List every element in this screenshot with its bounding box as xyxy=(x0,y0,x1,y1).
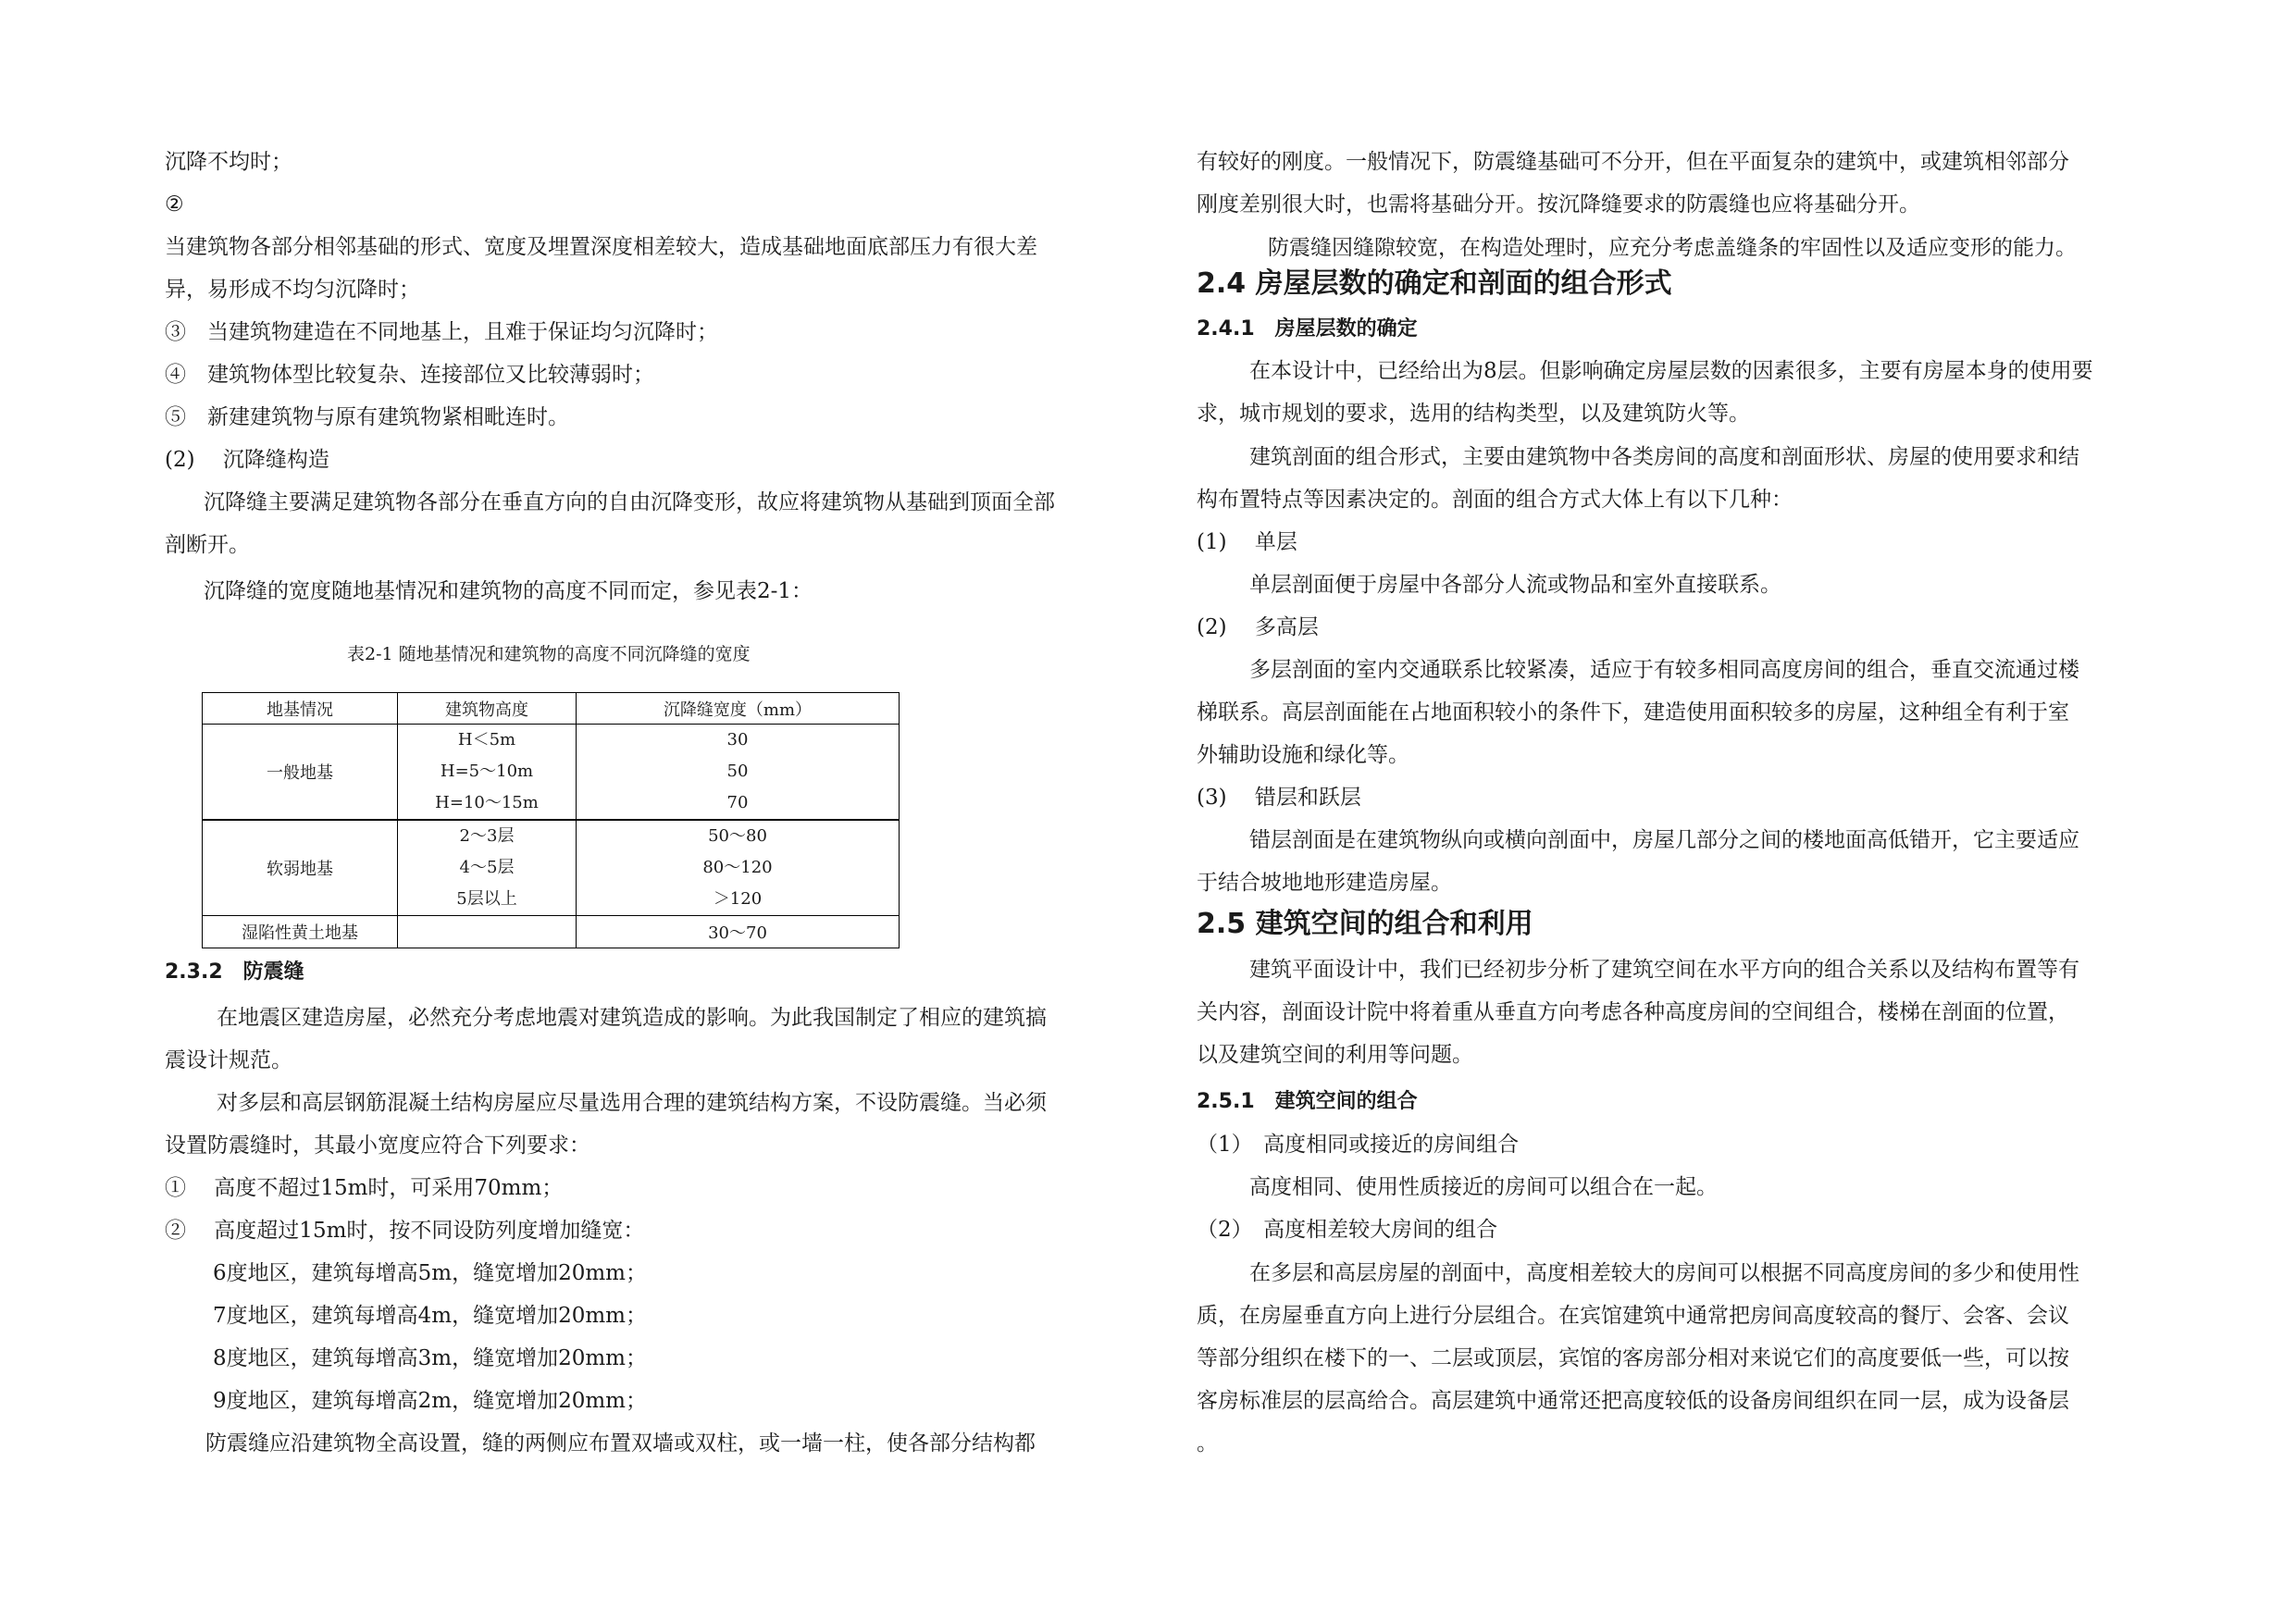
paragraph-line: 当建筑物各部分相邻基础的形式、宽度及埋置深度相差较大，造成基础地面底部压力有很大差 xyxy=(165,235,1037,259)
paragraph-line: 对多层和高层钢筋混凝土结构房屋应尽量选用合理的建筑结构方案，不设防震缝。当必须 xyxy=(217,1091,1047,1115)
subsection-heading: 2.5.1 建筑空间的组合 xyxy=(1197,1090,1418,1113)
paragraph-line: 外辅助设施和绿化等。 xyxy=(1197,743,1409,767)
paragraph-line: 关内容，剖面设计院中将着重从垂直方向考虑各种高度房间的空间组合，楼梯在剖面的位置， xyxy=(1197,1000,2069,1024)
table-caption: 表2-1 随地基情况和建筑物的高度不同沉降缝的宽度 xyxy=(347,644,751,664)
list-item: （1） 高度相同或接近的房间组合 xyxy=(1197,1133,1520,1157)
list-item: 7度地区，建筑每增高4m，缝宽增加20mm； xyxy=(213,1304,647,1328)
list-item: ① 高度不超过15m时，可采用70mm； xyxy=(165,1176,564,1200)
subsection-heading: 2.4.1 房屋层数的确定 xyxy=(1197,317,1418,341)
paragraph-line: 高度相同、使用性质接近的房间可以组合在一起。 xyxy=(1249,1175,1718,1199)
table-header-cell: 建筑物高度 xyxy=(398,693,577,725)
table-cell-value: H=5～10m xyxy=(440,762,534,781)
table-cell-value: H＜5m xyxy=(457,730,516,750)
paragraph-line: 多层剖面的室内交通联系比较紧凑，适应于有较多相同高度房间的组合，垂直交流通过楼 xyxy=(1249,658,2079,682)
section-heading: 2.4 房屋层数的确定和剖面的组合形式 xyxy=(1197,267,1672,300)
list-item: (3) 错层和跃层 xyxy=(1197,786,1361,810)
table-cell-value: 80～120 xyxy=(702,858,773,877)
paragraph-line: 防震缝因缝隙较宽，在构造处理时，应充分考虑盖缝条的牢固性以及适应变形的能力。 xyxy=(1268,236,2077,260)
table-row xyxy=(203,916,900,948)
paragraph-line: 梯联系。高层剖面能在占地面积较小的条件下，建造使用面积较多的房屋，这种组全有利于室 xyxy=(1197,700,2069,725)
table-cell-base: 一般地基 xyxy=(203,725,398,821)
table-cell-widths: 30～70 xyxy=(577,916,900,948)
table-cell-value: H=10～15m xyxy=(435,793,539,812)
paragraph-line: 质，在房屋垂直方向上进行分层组合。在宾馆建筑中通常把房间高度较高的餐厅、会客、会议 xyxy=(1197,1304,2069,1328)
paragraph-line: 于结合坡地地形建造房屋。 xyxy=(1197,871,1452,895)
list-item: ③ 当建筑物建造在不同地基上，且难于保证均匀沉降时； xyxy=(165,320,718,344)
table-cell-value: ＞120 xyxy=(713,889,763,909)
table-cell-widths xyxy=(577,725,900,821)
table-cell-value: 30 xyxy=(726,730,749,750)
table-cell-value: 50～80 xyxy=(708,826,767,846)
table-cell-value: 50 xyxy=(726,762,749,781)
table-cell-widths xyxy=(577,820,900,916)
paragraph-line: 以及建筑空间的利用等问题。 xyxy=(1197,1043,1473,1067)
paragraph-line: 建筑平面设计中，我们已经初步分析了建筑空间在水平方向的组合关系以及结构布置等有 xyxy=(1249,958,2079,982)
table-cell-value: 2～3层 xyxy=(459,826,515,846)
table-cell-heights xyxy=(398,725,577,821)
paragraph-line: 客房标准层的层高给合。高层建筑中通常还把高度较低的设备房间组织在同一层，成为设备层 xyxy=(1197,1389,2069,1413)
paragraph-line: 在地震区建造房屋，必然充分考虑地震对建筑造成的影响。为此我国制定了相应的建筑搞 xyxy=(217,1006,1047,1030)
section-heading: 2.3.2 防震缝 xyxy=(165,960,304,984)
table-header-cell: 沉降缝宽度（mm） xyxy=(577,693,900,725)
paragraph-line: 沉降不均时； xyxy=(165,150,292,174)
list-item: 6度地区，建筑每增高5m，缝宽增加20mm； xyxy=(213,1261,647,1285)
paragraph-line: 构布置特点等因素决定的。剖面的组合方式大体上有以下几种： xyxy=(1197,488,1793,512)
table-cell-value: 4～5层 xyxy=(459,858,515,877)
paragraph-line: 防震缝应沿建筑物全高设置，缝的两侧应布置双墙或双柱，或一墙一柱，使各部分结构都 xyxy=(205,1431,1036,1456)
paragraph-line: 求，城市规划的要求，选用的结构类型，以及建筑防火等。 xyxy=(1197,402,1750,426)
table-cell-value: 70 xyxy=(726,793,749,812)
list-item: (1) 单层 xyxy=(1197,530,1297,554)
paragraph-line: 建筑剖面的组合形式，主要由建筑物中各类房间的高度和剖面形状、房屋的使用要求和结 xyxy=(1249,445,2079,469)
paragraph-line: 在多层和高层房屋的剖面中，高度相差较大的房间可以根据不同高度房间的多少和使用性 xyxy=(1249,1261,2079,1285)
paragraph-line: 有较好的刚度。一般情况下，防震缝基础可不分开，但在平面复杂的建筑中，或建筑相邻部分 xyxy=(1197,150,2069,174)
table-header-cell: 地基情况 xyxy=(203,693,398,725)
paragraph-line: 沉降缝主要满足建筑物各部分在垂直方向的自由沉降变形，故应将建筑物从基础到顶面全部 xyxy=(204,490,1055,514)
table-cell-base: 软弱地基 xyxy=(203,820,398,916)
table-row xyxy=(203,725,900,821)
table-cell-base: 湿陷性黄土地基 xyxy=(203,916,398,948)
table-header-row xyxy=(203,693,900,725)
list-item: ② 高度超过15m时，按不同设防列度增加缝宽： xyxy=(165,1219,645,1243)
paragraph-line: 错层剖面是在建筑物纵向或横向剖面中，房屋几部分之间的楼地面高低错开，它主要适应 xyxy=(1249,828,2079,852)
paragraph-line: 沉降缝的宽度随地基情况和建筑物的高度不同而定，参见表2-1： xyxy=(204,579,813,603)
paragraph-line: ② xyxy=(165,192,184,217)
paragraph-line: 设置防震缝时，其最小宽度应符合下列要求： xyxy=(165,1134,590,1158)
paragraph-line: 刚度差别很大时，也需将基础分开。按沉降缝要求的防震缝也应将基础分开。 xyxy=(1197,192,1920,217)
table-cell-heights xyxy=(398,820,577,916)
list-item: （2） 高度相差较大房间的组合 xyxy=(1197,1218,1498,1242)
subsection-heading: (2) 沉降缝构造 xyxy=(165,448,329,472)
list-item: ④ 建筑物体型比较复杂、连接部位又比较薄弱时； xyxy=(165,363,654,387)
list-item: 8度地区，建筑每增高3m，缝宽增加20mm； xyxy=(213,1346,647,1370)
paragraph-line: 。 xyxy=(1197,1431,1218,1456)
paragraph-line: 在本设计中，已经给出为8层。但影响确定房屋层数的因素很多，主要有房屋本身的使用要 xyxy=(1249,359,2093,383)
paragraph-line: 剖断开。 xyxy=(165,533,250,557)
paragraph-line: 震设计规范。 xyxy=(165,1048,292,1072)
list-item: ⑤ 新建建筑物与原有建筑物紧相毗连时。 xyxy=(165,405,569,429)
paragraph-line: 等部分组织在楼下的一、二层或顶层，宾馆的客房部分相对来说它们的高度要低一些，可以按 xyxy=(1197,1346,2069,1370)
section-heading: 2.5 建筑空间的组合和利用 xyxy=(1197,908,1533,940)
list-item: (2) 多高层 xyxy=(1197,615,1319,639)
paragraph-line: 异，易形成不均匀沉降时； xyxy=(165,278,420,302)
table-cell-value: 5层以上 xyxy=(456,889,517,909)
table-row xyxy=(203,820,900,916)
list-item: 9度地区，建筑每增高2m，缝宽增加20mm； xyxy=(213,1389,647,1413)
paragraph-line: 单层剖面便于房屋中各部分人流或物品和室外直接联系。 xyxy=(1249,573,1781,597)
settlement-joint-table xyxy=(202,692,900,948)
table-cell-heights xyxy=(398,916,577,948)
